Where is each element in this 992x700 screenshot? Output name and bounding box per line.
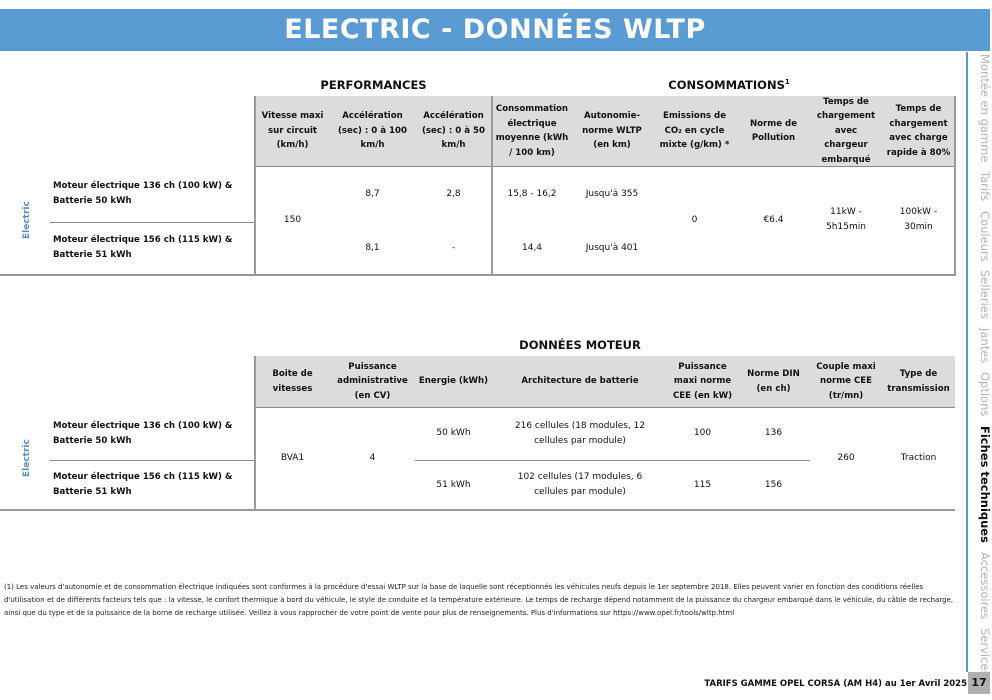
table-cell: 14,4 — [521, 242, 543, 253]
group-label: Electric — [22, 201, 32, 239]
header-divider — [255, 407, 955, 408]
footer-title: TARIFS GAMME OPEL CORSA (AM H4) au 1er Avril 2025 — [704, 679, 967, 689]
table-cell: Jusqu'à 355 — [585, 188, 639, 199]
sidebar-item-selleries[interactable]: Selleries — [978, 270, 992, 320]
column-header: Accélération (sec) : 0 à 50 km/h — [421, 111, 486, 151]
table-cell: - — [451, 242, 456, 253]
column-header: Type de transmission — [887, 369, 950, 394]
section-performances: PERFORMANCES — [320, 78, 427, 92]
column-header: Temps de chargement avec chargeur embarqué — [816, 96, 876, 165]
column-header: Temps de chargement avec charge rapide à 80% — [886, 104, 951, 158]
column-header: Vitesse maxi sur circuit (km/h) — [261, 111, 324, 151]
column-header: Consommation électrique moyenne (kWh / 100 km) — [495, 104, 569, 158]
sidebar-item-tarifs[interactable]: Tarifs — [978, 171, 992, 202]
column-header: Emissions de CO₂ en cycle mixte (g/km) * — [659, 111, 730, 151]
table-cell-shared: 260 — [837, 453, 855, 463]
table-cell: 115 — [693, 479, 712, 490]
column-header: Autonomie- norme WLTP (en km) — [582, 111, 642, 151]
column-header: Boite de vitesses — [272, 369, 313, 394]
table-cell-shared: 11kW - 5h15min — [826, 207, 866, 232]
table-cell-shared: €6.4 — [763, 214, 784, 225]
row-divider — [50, 222, 255, 223]
sidebar-item-montée-en-gamme[interactable]: Montée en gamme — [978, 54, 992, 163]
column-header: Couple maxi norme CEE (tr/mn) — [816, 361, 876, 401]
table-cell: 136 — [764, 428, 783, 438]
table-cell-shared: 100kW - 30min — [899, 207, 938, 232]
table-cell-shared: BVA1 — [280, 453, 305, 463]
column-divider — [254, 96, 256, 276]
footnote: (1) Les valeurs d'autonomie et de consommation électrique indiquées sont conformes à la procédure d'essai WLTP sur la base de laquelle sont réceptionnés les véhicules neufs depuis le 1er septembre 2018. Elles peuvent varier en fonction des conditions réelles d'utilisation et de différents facteurs tels que : la vitesse, le confort thermique à bord du véhicule, le style de conduite et la température extérieure. Le temps de recharge dépend notamment de la puissance du chargeur embarqué dans le véhicule, du câble de recharge, ainsi que du type et de la puissance de la borne de recharge utilisée. Veillez à vous rapprocher de votre point de vente pour plus de renseignements. Plus d'informations sur https://www.opel.fr/tools/wltp.html — [4, 583, 954, 617]
column-divider — [491, 96, 493, 276]
column-header: Norme DIN (en ch) — [747, 369, 800, 394]
column-divider — [254, 356, 256, 511]
sidebar-item-couleurs[interactable]: Couleurs — [978, 210, 992, 262]
column-header: Puissance administrative (en CV) — [337, 361, 408, 401]
sidebar-item-services[interactable]: Services — [978, 627, 992, 677]
column-divider — [954, 96, 956, 276]
section-consommations — [492, 78, 992, 92]
group-label: Electric — [22, 439, 32, 478]
table-cell-shared: 0 — [691, 214, 698, 225]
row-divider — [415, 460, 810, 461]
sidebar-item-options[interactable]: Options — [978, 372, 992, 417]
table-cell-shared: Traction — [900, 453, 937, 463]
table-cell: 2,8 — [446, 188, 461, 199]
column-header: Norme de Pollution — [749, 118, 798, 143]
column-header: Accélération (sec) : 0 à 100 km/h — [337, 111, 407, 151]
sidebar-item-jantes[interactable]: Jantes — [978, 328, 992, 364]
table-cell: 15,8 - 16,2 — [507, 188, 557, 199]
table-cell: 8,7 — [365, 188, 380, 199]
row-divider — [50, 460, 255, 461]
page-number: 17 — [968, 672, 990, 694]
table-cell: 51 kWh — [436, 479, 471, 490]
sidebar-item-fiches-techniques[interactable]: Fiches techniques — [978, 425, 992, 543]
table-bottom-border — [0, 274, 955, 276]
row-label: Moteur électrique 136 ch (100 kW) & Batterie 50 kWh — [53, 181, 233, 206]
table-bottom-border — [0, 509, 955, 511]
column-header: Architecture de batterie — [521, 376, 639, 387]
column-header: Energie (kWh) — [418, 376, 489, 387]
column-header: Puissance maxi norme CEE (en kW) — [672, 361, 733, 401]
table-cell: 8,1 — [365, 242, 380, 253]
page-title: ELECTRIC - DONNÉES WLTP — [0, 9, 990, 51]
table-cell-shared: 150 — [283, 214, 302, 225]
table-cell: Jusqu'à 401 — [585, 242, 639, 253]
table-cell: 100 — [693, 428, 712, 438]
sidebar-nav — [966, 52, 992, 677]
footnote-ref: 1 — [784, 78, 790, 87]
table-cell: 156 — [764, 479, 783, 490]
row-label: Moteur électrique 156 ch (115 kW) & Batterie 51 kWh — [53, 235, 233, 260]
table-cell: 102 cellules (17 modules, 6 cellules par module) — [517, 472, 643, 497]
header-divider — [255, 166, 955, 167]
row-label: Moteur électrique 136 ch (100 kW) & Batterie 50 kWh — [53, 420, 233, 446]
table-cell: 50 kWh — [436, 428, 471, 438]
section-consommations-label: CONSOMMATIONS — [668, 78, 785, 92]
table-cell: 216 cellules (18 modules, 12 cellules par module) — [514, 420, 646, 446]
sidebar-item-accessoires[interactable]: Accessoires — [978, 551, 992, 619]
section-donnees-moteur: DONNÉES MOTEUR — [519, 338, 641, 352]
row-label: Moteur électrique 156 ch (115 kW) & Batterie 51 kWh — [53, 472, 233, 497]
table-cell-shared: 4 — [369, 453, 376, 463]
